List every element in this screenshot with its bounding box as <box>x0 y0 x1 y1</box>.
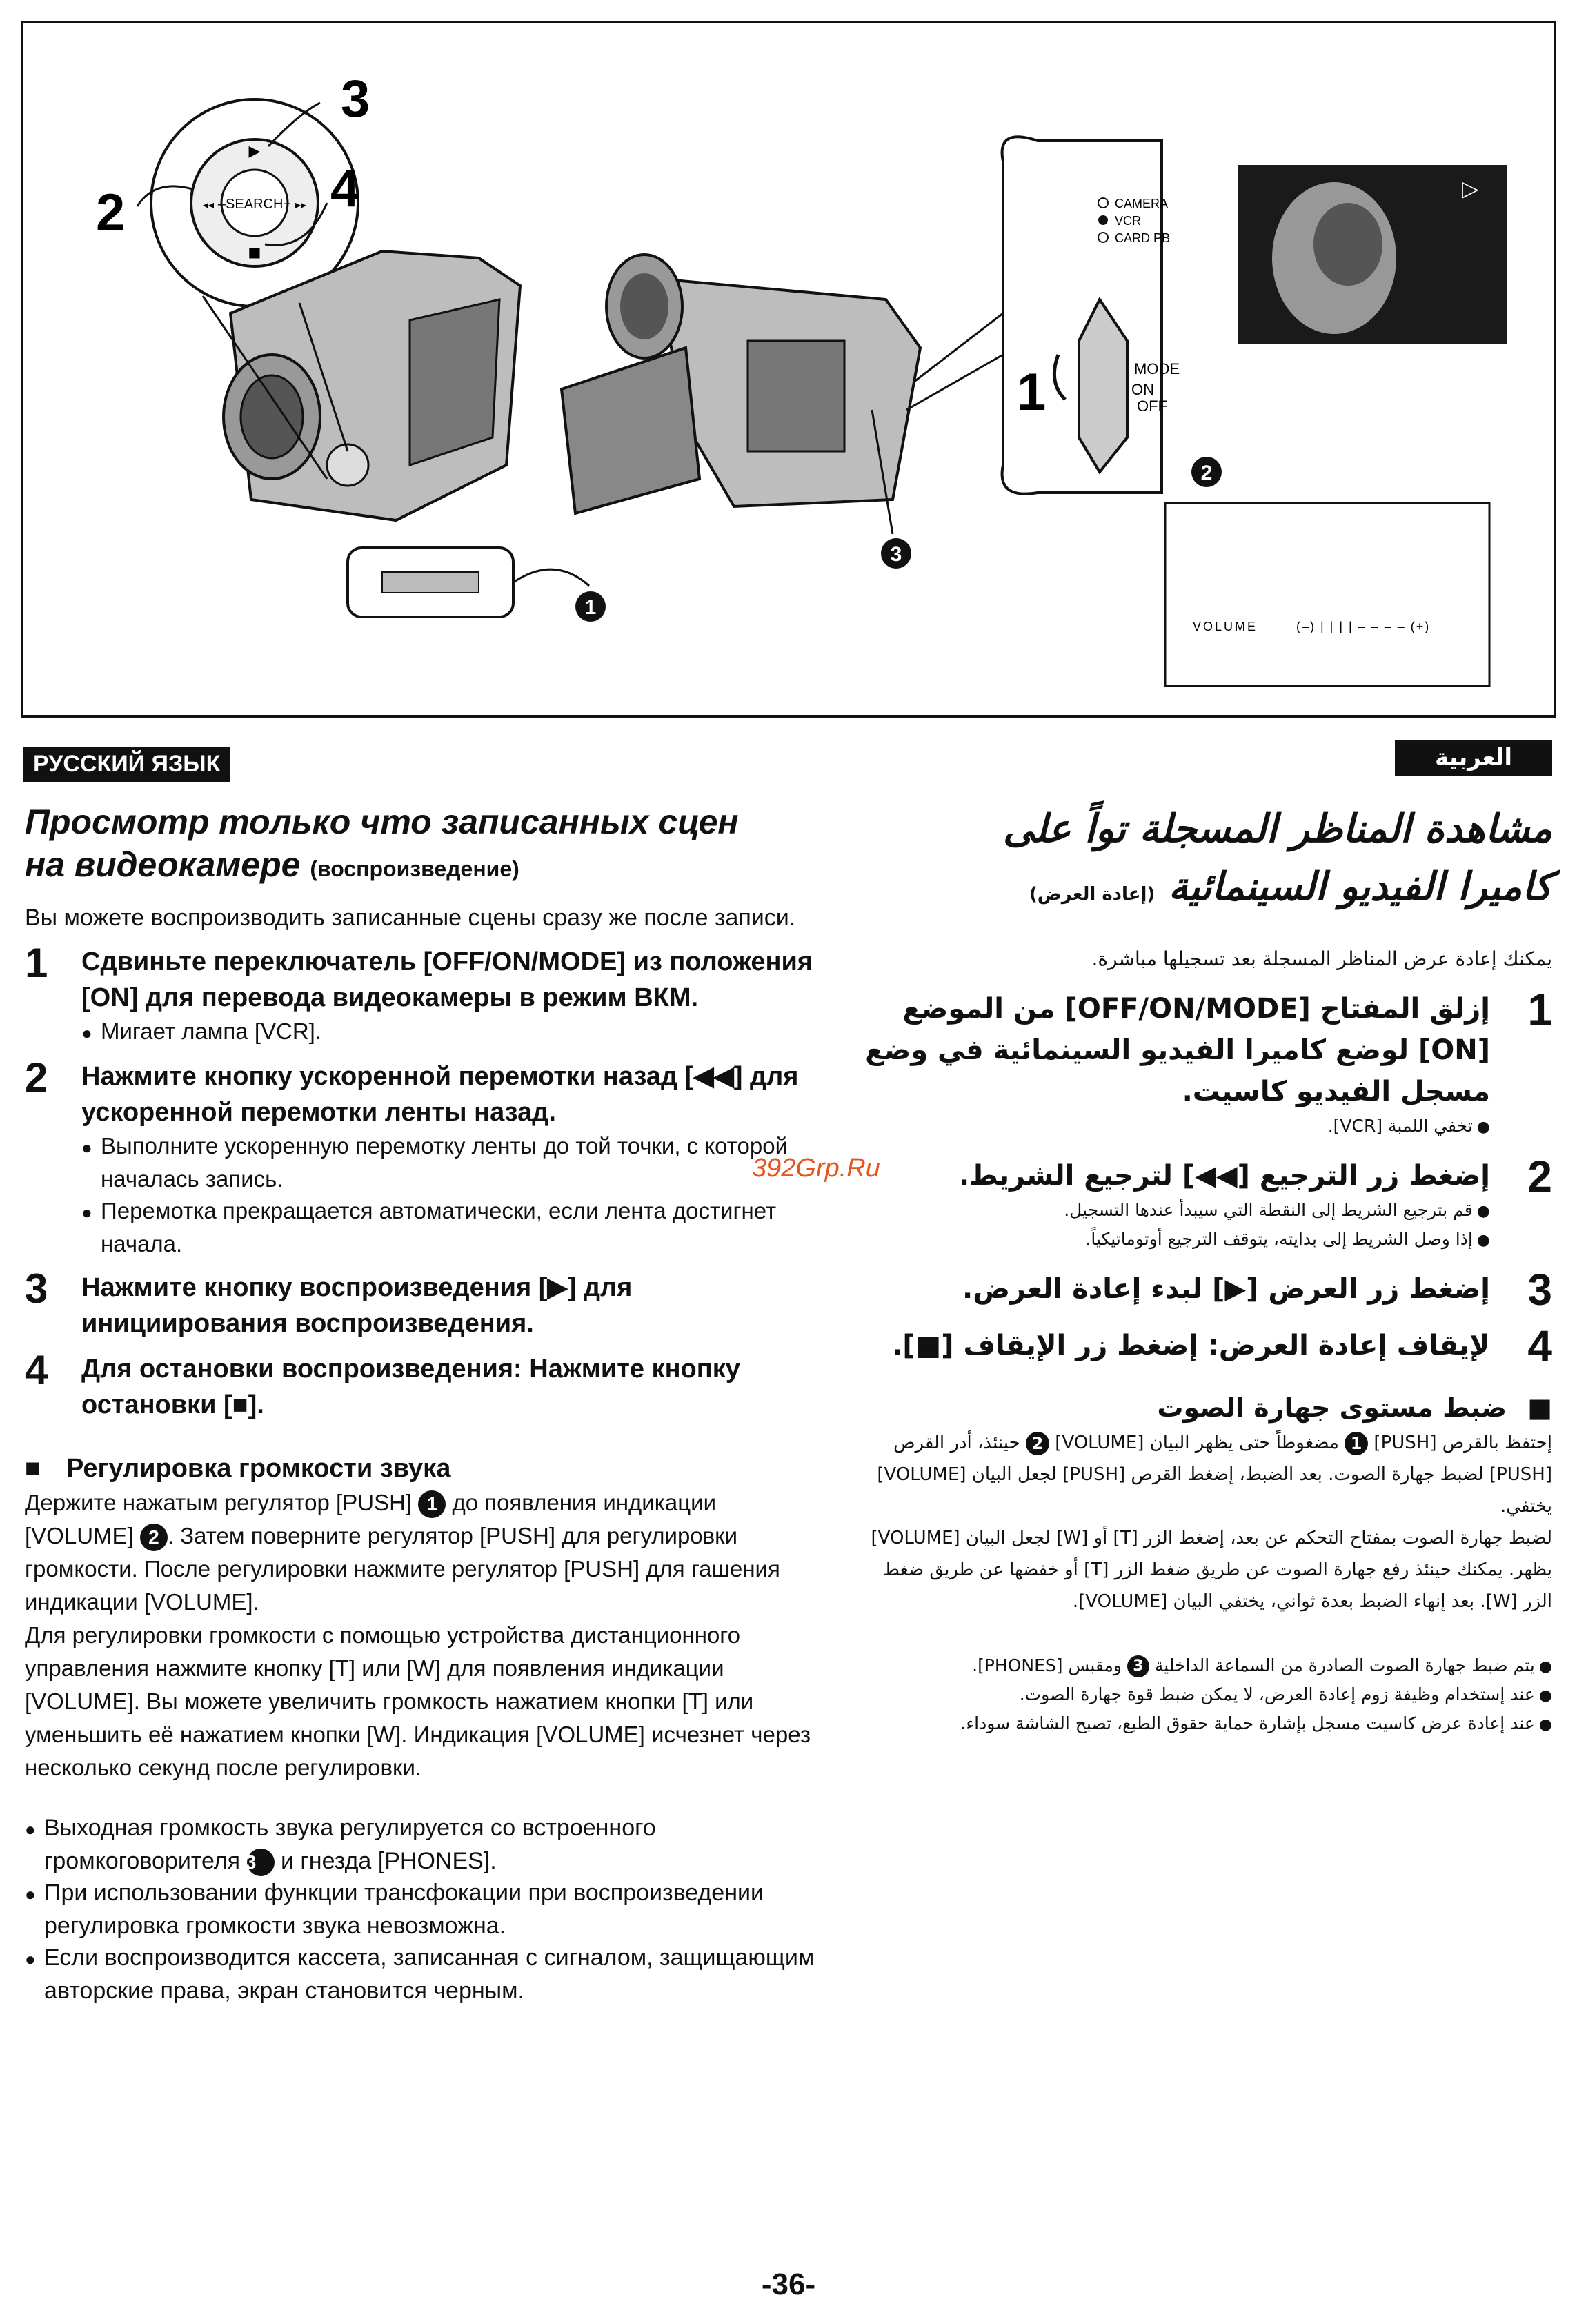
ru-note-2: ● При использовании функции трансфокации при воспроизведении регулировка громкости звука невозможна. <box>25 1877 825 1942</box>
off-label: OFF <box>1137 397 1167 415</box>
vcr-indicator-label: VCR <box>1115 214 1142 228</box>
ru-step-2: 2 Нажмите кнопку ускоренной перемотки назад [◀◀] для ускоренной перемотки ленты назад. ● Выполните ускоренную перемотку ленты до той точки, с которой началась запись. ● Перемотка прекращается автоматически, если лента достигнет начала. <box>25 1058 825 1260</box>
lcd-panel <box>562 348 700 513</box>
ru-note-1: ● Выходная громкость звука регулируется со встроенного громкоговорителя 3 и гнезда [PHONES]. <box>25 1812 825 1877</box>
screen-play-symbol: ▷ <box>1462 175 1479 201</box>
callout-3: 3 <box>341 70 370 128</box>
svg-text:1: 1 <box>584 596 597 619</box>
arabic-language-tab: العربية <box>1395 740 1552 776</box>
fast-forward-symbol: ▸▸ <box>295 198 307 211</box>
camcorder-middle-icon <box>562 255 920 534</box>
ar-volume-heading: ■ ضبط مستوى جهارة الصوت <box>849 1388 1552 1427</box>
ru-page-title: Просмотр только что записанных сцен на видеокамере (воспроизведение) <box>25 802 739 884</box>
mode-label: MODE <box>1134 360 1180 377</box>
volume-label: VOLUME <box>1193 620 1258 633</box>
on-label: ON <box>1131 381 1154 398</box>
camcorder-illustration <box>23 23 1554 715</box>
card-pb-indicator-label: CARD PB <box>1115 231 1171 245</box>
ru-notes <box>25 1812 825 2007</box>
ar-volume-paragraph-1: إحتفظ بالقرص [PUSH] 1 مضغوطاً حتى يظهر البيان [VOLUME] 2 حينئذ، أدر القرص [PUSH] لضبط جهارة الصوت. بعد الضبط، إضغط القرص [PUSH] لجعل البيان [VOLUME] يختفي. <box>877 1432 1552 1517</box>
circled-2-inline: 2 <box>140 1524 168 1551</box>
ru-volume-heading: ■ Регулировка громкости звука <box>25 1450 825 1486</box>
svg-text:3: 3 <box>890 543 902 566</box>
camcorder-left-icon <box>203 251 520 520</box>
circled-3-inline: 3 <box>247 1849 275 1876</box>
ar-note-3: ● عند إعادة عرض كاسيت مسجل بإشارة حماية حقوق الطبع، تصبح الشاشة سوداء. <box>849 1710 1552 1739</box>
ru-step-1: 1 Сдвиньте переключатель [OFF/ON/MODE] из положения [ON] для перевода видеокамеры в режим ВКМ. ● Мигает лампа [VCR]. <box>25 944 825 1049</box>
russian-language-tab: РУССКИЙ ЯЗЫК <box>23 747 230 782</box>
circled-1-inline-ar: 1 <box>1345 1432 1368 1455</box>
russian-column <box>25 800 825 2007</box>
ar-note-1: ● يتم ضبط جهارة الصوت الصادرة من السماعة الداخلية 3 ومقبس [PHONES]. <box>849 1652 1552 1681</box>
ar-step-4: 4 لإيقاف إعادة العرض: إضغط زر الإيقاف [■]. <box>892 1321 1552 1371</box>
callout-1: 1 <box>1017 363 1047 422</box>
svg-text:2: 2 <box>1200 462 1213 484</box>
volume-bar: (–) | | | | – – – – (+) <box>1296 620 1431 633</box>
volume-screen <box>1165 503 1489 686</box>
stop-symbol: ■ <box>248 244 261 260</box>
circled-3-inline-ar: 3 <box>1127 1655 1149 1677</box>
callout-2: 2 <box>96 184 126 242</box>
ru-volume-paragraph-1: Держите нажатым регулятор [PUSH] 1 до появления индикации [VOLUME] 2 . Затем поверните регулятор [PUSH] для регулировки громкости. После регулировки нажмите регулятор [PUSH] для гашения индикации [VOLUME]. <box>25 1490 780 1615</box>
search-label: –SEARCH+ <box>217 197 292 212</box>
ar-notes <box>849 1652 1552 1739</box>
watermark: 392Grp.Ru <box>752 1154 880 1183</box>
ru-intro: Вы можете воспроизводить записанные сцены сразу же после записи. <box>25 905 796 931</box>
circled-1-inline: 1 <box>418 1490 446 1518</box>
ar-volume-paragraph-2: لضبط جهارة الصوت بمفتاح التحكم عن بعد، إضغط الزر [T] أو [W] لجعل البيان [VOLUME] يظهر. يمكنك حينئذ رفع جهارة الصوت عن طريق ضغط الزر [T] أو خفضها عن طريق ضغط الزر [W]. بعد إنهاء الضبط بعدة ثواني، يختفي البيان [VOLUME]. <box>871 1528 1552 1612</box>
ru-volume-paragraph-2: Для регулировки громкости с помощью устройства дистанционного управления нажмите кнопку [T] или [W] для появления индикации [VOLUME]. Вы можете увеличить громкость нажатием кнопки [T] или уменьшить её нажатием кнопки [W]. Индикация [VOLUME] исчезнет через несколько секунд после регулировки. <box>25 1622 811 1780</box>
ru-step-4: 4 Для остановки воспроизведения: Нажмите кнопку остановки [■]. <box>25 1347 740 1419</box>
ar-page-title: مشاهدة المناظر المسجلة تواً على كاميرا الفيديو السينمائية (إعادة العرض) <box>1002 807 1552 909</box>
rewind-symbol: ◂◂ <box>202 198 215 211</box>
ar-note-2: ● عند إستخدام وظيفة زوم إعادة العرض، لا يمكن ضبط قوة جهارة الصوت. <box>849 1681 1552 1710</box>
page-number: -36- <box>761 2267 816 2301</box>
ar-step-1: 1 إزلق المفتاح [OFF/ON/MODE] من الموضع [ON] لوضع كاميرا الفيديو السينمائية في وضع مسجل الفيديو كاسيت. ● تخفي اللمبة [VCR]. <box>849 988 1552 1141</box>
arabic-column <box>849 800 1552 1739</box>
play-symbol: ▶ <box>248 143 261 160</box>
ru-note-3: ● Если воспроизводится кассета, записанная с сигналом, защищающим авторские права, экран становится черным. <box>25 1942 825 2007</box>
ar-step-3: 3 إضغط زر العرض [▶] لبدء إعادة العرض. <box>962 1265 1552 1314</box>
callout-4: 4 <box>330 159 360 218</box>
ru-step-3: 3 Нажмите кнопку воспроизведения [▶] для инициирования воспроизведения. <box>25 1266 633 1338</box>
ar-step-2: 2 إضغط زر الترجيع [◀◀] لترجيع الشريط. ● قم بترجيع الشريط إلى النقطة التي سيبدأ عندها التسجيل. ● إذا وصل الشريط إلى بدايته، يتوقف الترجيع أوتوماتيكياً. <box>849 1155 1552 1254</box>
camera-indicator-label: CAMERA <box>1115 197 1169 210</box>
illustration-panel <box>21 21 1556 718</box>
ar-intro: يمكنك إعادة عرض المناظر المسجلة بعد تسجيلها مباشرة. <box>1091 947 1552 970</box>
circled-2-inline-ar: 2 <box>1026 1432 1049 1455</box>
